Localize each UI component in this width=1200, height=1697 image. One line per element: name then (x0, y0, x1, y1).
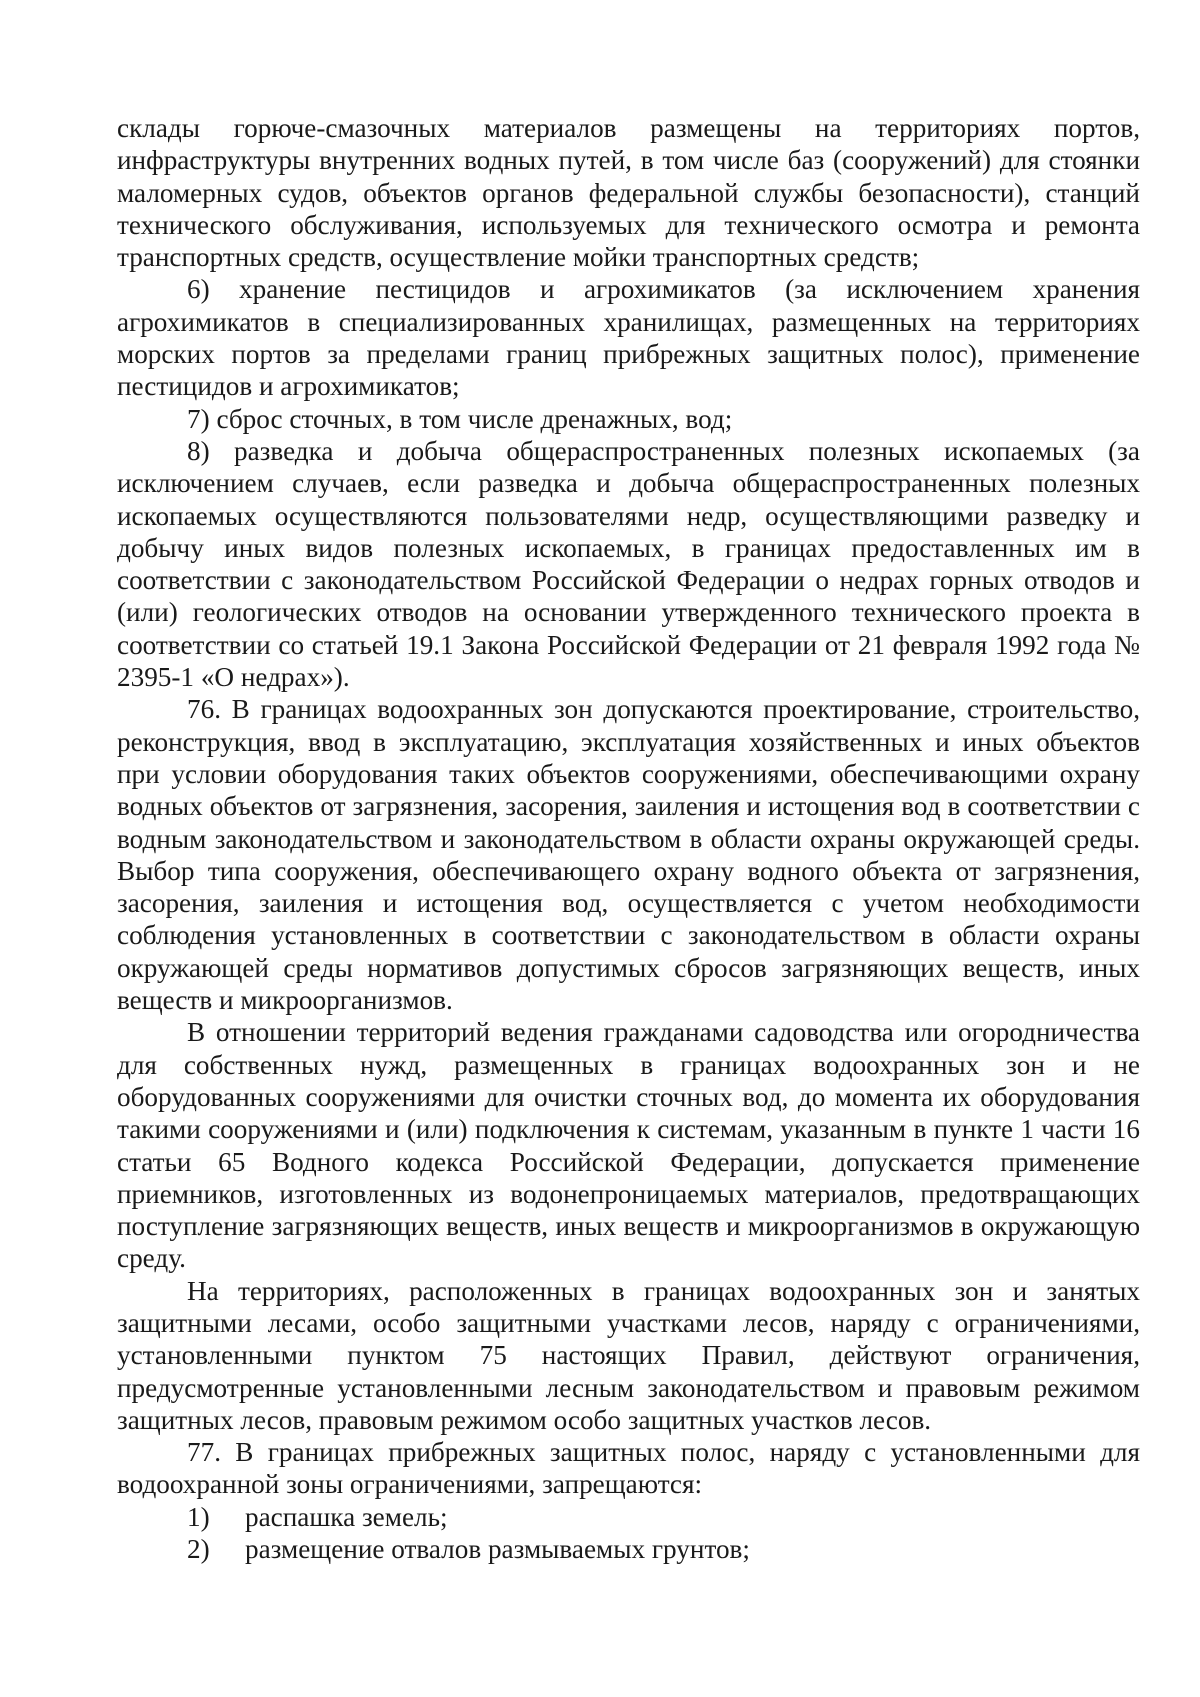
paragraph-item-6: 6) хранение пестицидов и агрохимикатов (за исключением хранения агрохимикатов в специализированных хранилищах, размещенных на территориях морских портов за пределами границ прибрежных защитных полос), применение пестицидов и агрохимикатов; (117, 274, 1140, 402)
list-item-number: 1) (187, 1501, 210, 1532)
list-item-number: 2) (187, 1534, 210, 1565)
paragraph-continuation: склады горюче-смазочных материалов размещены на территориях портов, инфраструктуры внутренних водных путей, в том числе баз (сооружений) для стоянки маломерных судов, объектов органов федеральной службы безопасности), станций технического обслуживания, используемых для технического осмотра и ремонта транспортных средств, осуществление мойки транспортных средств; (117, 113, 1140, 273)
paragraph-item-7: 7) сброс сточных, в том числе дренажных, вод; (187, 403, 733, 434)
list-item-text: распашка земель; (245, 1501, 448, 1532)
list-item (117, 1501, 1140, 1533)
paragraph-item-8: 8) разведка и добыча общераспространенных полезных ископаемых (за исключением случаев, если разведка и добыча общераспространенных полезных ископаемых осуществляются пользователями недр, осуществляющими разведку и добычу иных видов полезных ископаемых, в границах предоставленных им в соответствии с законодательством Российской Федерации о недрах горных отводов и (или) геологических отводов на основании утвержденного технического проекта в соответствии со статьей 19.1 Закона Российской Федерации от 21 февраля 1992 года № 2395-1 «О недрах»). (117, 435, 1140, 693)
list-item (117, 1533, 1140, 1565)
paragraph-protective-forests: На территориях, расположенных в границах водоохранных зон и занятых защитными лесами, особо защитными участками лесов, наряду с ограничениями, установленными пунктом 75 настоящих Правил, действуют ограничения, предусмотренные установленными лесным законодательством и правовым режимом защитных лесов, правовым режимом особо защитных участков лесов. (117, 1275, 1140, 1435)
paragraph-gardening: В отношении территорий ведения гражданами садоводства или огородничества для собственных нужд, размещенных в границах водоохранных зон и не оборудованных сооружениями для очистки сточных вод, до момента их оборудования такими сооружениями и (или) подключения к системам, указанным в пункте 1 части 16 статьи 65 Водного кодекса Российской Федерации, допускается применение приемников, изготовленных из водонепроницаемых материалов, предотвращающих поступление загрязняющих веществ, иных веществ и микроорганизмов в окружающую среду. (117, 1017, 1140, 1274)
document-page (117, 112, 1140, 1565)
paragraph-clause-77: 77. В границах прибрежных защитных полос, наряду с установленными для водоохранной зоны ограничениями, запрещаются: (117, 1437, 1140, 1500)
list-item-text: размещение отвалов размываемых грунтов; (245, 1534, 750, 1565)
paragraph-clause-76: 76. В границах водоохранных зон допускаются проектирование, строительство, реконструкция, ввод в эксплуатацию, эксплуатация хозяйственных и иных объектов при условии оборудования таких объектов сооружениями, обеспечивающими охрану водных объектов от загрязнения, засорения, заиления и истощения вод в соответствии с водным законодательством и законодательством в области охраны окружающей среды. Выбор типа сооружения, обеспечивающего охрану водного объекта от загрязнения, засорения, заиления и истощения вод, осуществляется с учетом необходимости соблюдения установленных в соответствии с законодательством в области охраны окружающей среды нормативов допустимых сбросов загрязняющих веществ, иных веществ и микроорганизмов. (117, 694, 1140, 1016)
